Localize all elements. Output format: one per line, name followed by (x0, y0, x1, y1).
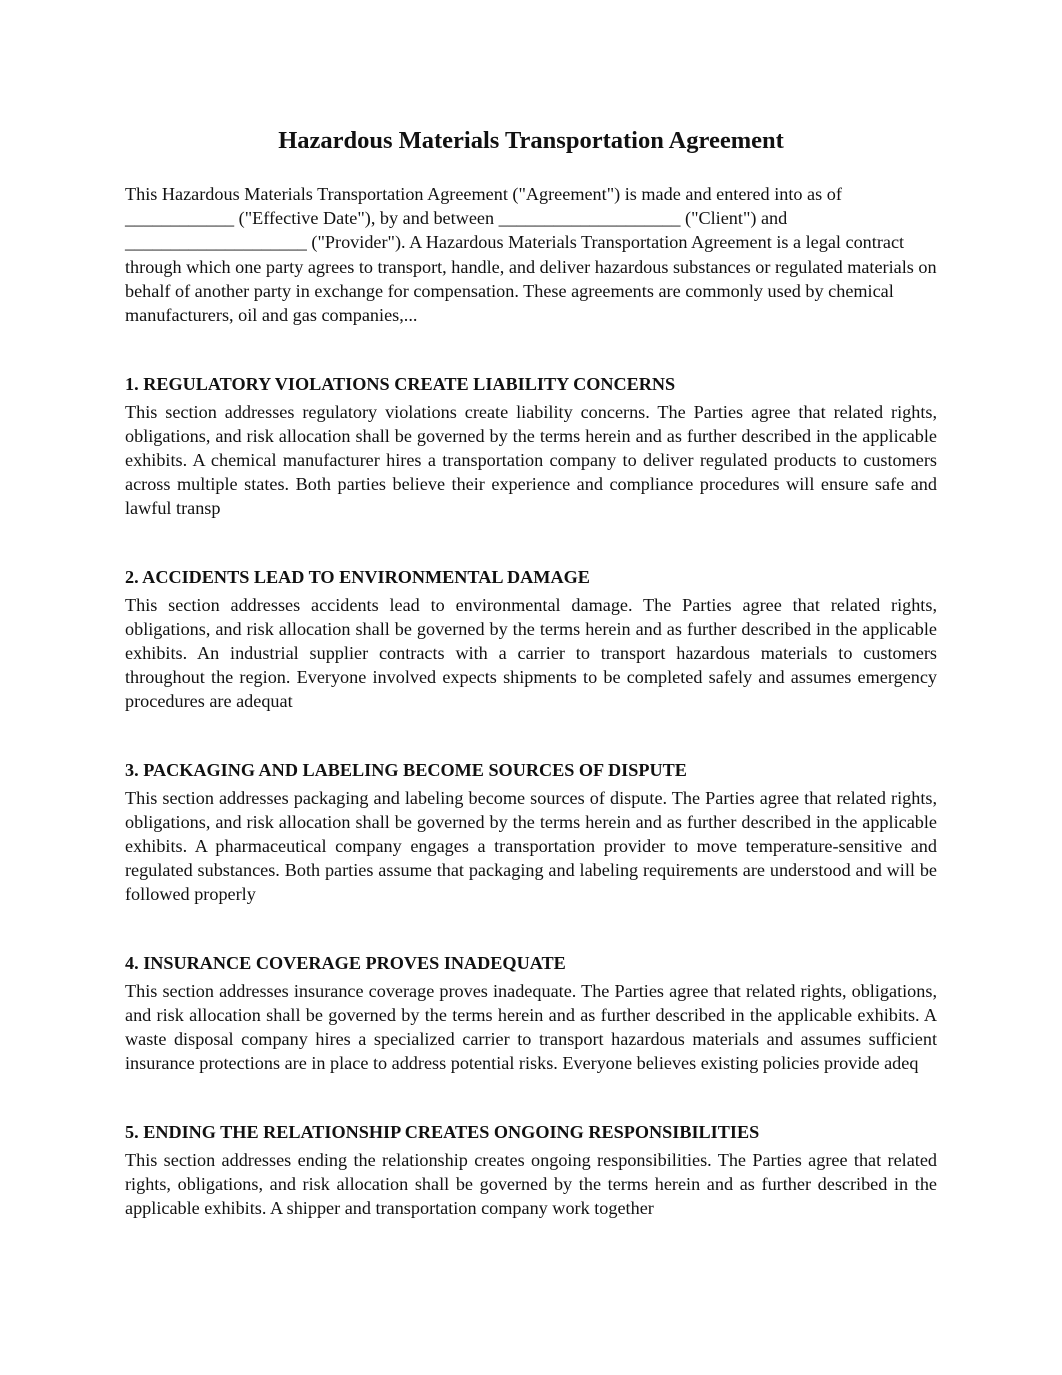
section-heading: 1. REGULATORY VIOLATIONS CREATE LIABILITY CONCERNS (125, 374, 676, 395)
section-2 (125, 565, 937, 713)
section-heading: 2. ACCIDENTS LEAD TO ENVIRONMENTAL DAMAGE (125, 567, 590, 588)
document-title: Hazardous Materials Transportation Agreement (278, 127, 784, 154)
section-heading: 3. PACKAGING AND LABELING BECOME SOURCES OF DISPUTE (125, 760, 687, 781)
section-5 (125, 1120, 937, 1220)
section-1 (125, 372, 937, 520)
section-body: This section addresses packaging and labeling become sources of dispute. The Parties agree that related rights, obligations, and risk allocation shall be governed by the terms herein and as further described in the applicable exhibits. A pharmaceutical company engages a transportation provider to move temperature-sensitive and regulated substances. Both parties assume that packaging and labeling requirements are understood and will be followed properly (125, 788, 937, 905)
section-3 (125, 758, 937, 906)
section-body: This section addresses ending the relationship creates ongoing responsibilities. The Parties agree that related rights, obligations, and risk allocation shall be governed by the terms herein and as further described in the applicable exhibits. A shipper and transportation company work together (125, 1150, 937, 1219)
intro-paragraph: This Hazardous Materials Transportation Agreement ("Agreement") is made and entered into as of ____________ ("Effective Date"), by and between ____________________ ("Client") and ____________________ ("Provider"). A Hazardous Materials Transportation Agreement is a legal contract through which one party agrees to transport, handle, and deliver hazardous substances or regulated materials on behalf of another party in exchange for compensation. These agreements are commonly used by chemical manufacturers, oil and gas companies,... (125, 184, 937, 326)
section-heading: 4. INSURANCE COVERAGE PROVES INADEQUATE (125, 953, 566, 974)
section-body: This section addresses accidents lead to environmental damage. The Parties agree that related rights, obligations, and risk allocation shall be governed by the terms herein and as further described in the applicable exhibits. An industrial supplier contracts with a carrier to transport hazardous materials to customers throughout the region. Everyone involved expects shipments to be completed safely and assumes emergency procedures are adequat (125, 595, 937, 712)
section-body: This section addresses regulatory violations create liability concerns. The Parties agree that related rights, obligations, and risk allocation shall be governed by the terms herein and as further described in the applicable exhibits. A chemical manufacturer hires a transportation company to deliver regulated products to customers across multiple states. Both parties believe their experience and compliance procedures will ensure safe and lawful transp (125, 402, 937, 519)
section-4 (125, 951, 937, 1075)
section-heading: 5. ENDING THE RELATIONSHIP CREATES ONGOING RESPONSIBILITIES (125, 1122, 760, 1143)
section-body: This section addresses insurance coverage proves inadequate. The Parties agree that related rights, obligations, and risk allocation shall be governed by the terms herein and as further described in the applicable exhibits. A waste disposal company hires a specialized carrier to transport hazardous materials and assumes sufficient insurance protections are in place to address potential risks. Everyone believes existing policies provide adeq (125, 981, 937, 1074)
